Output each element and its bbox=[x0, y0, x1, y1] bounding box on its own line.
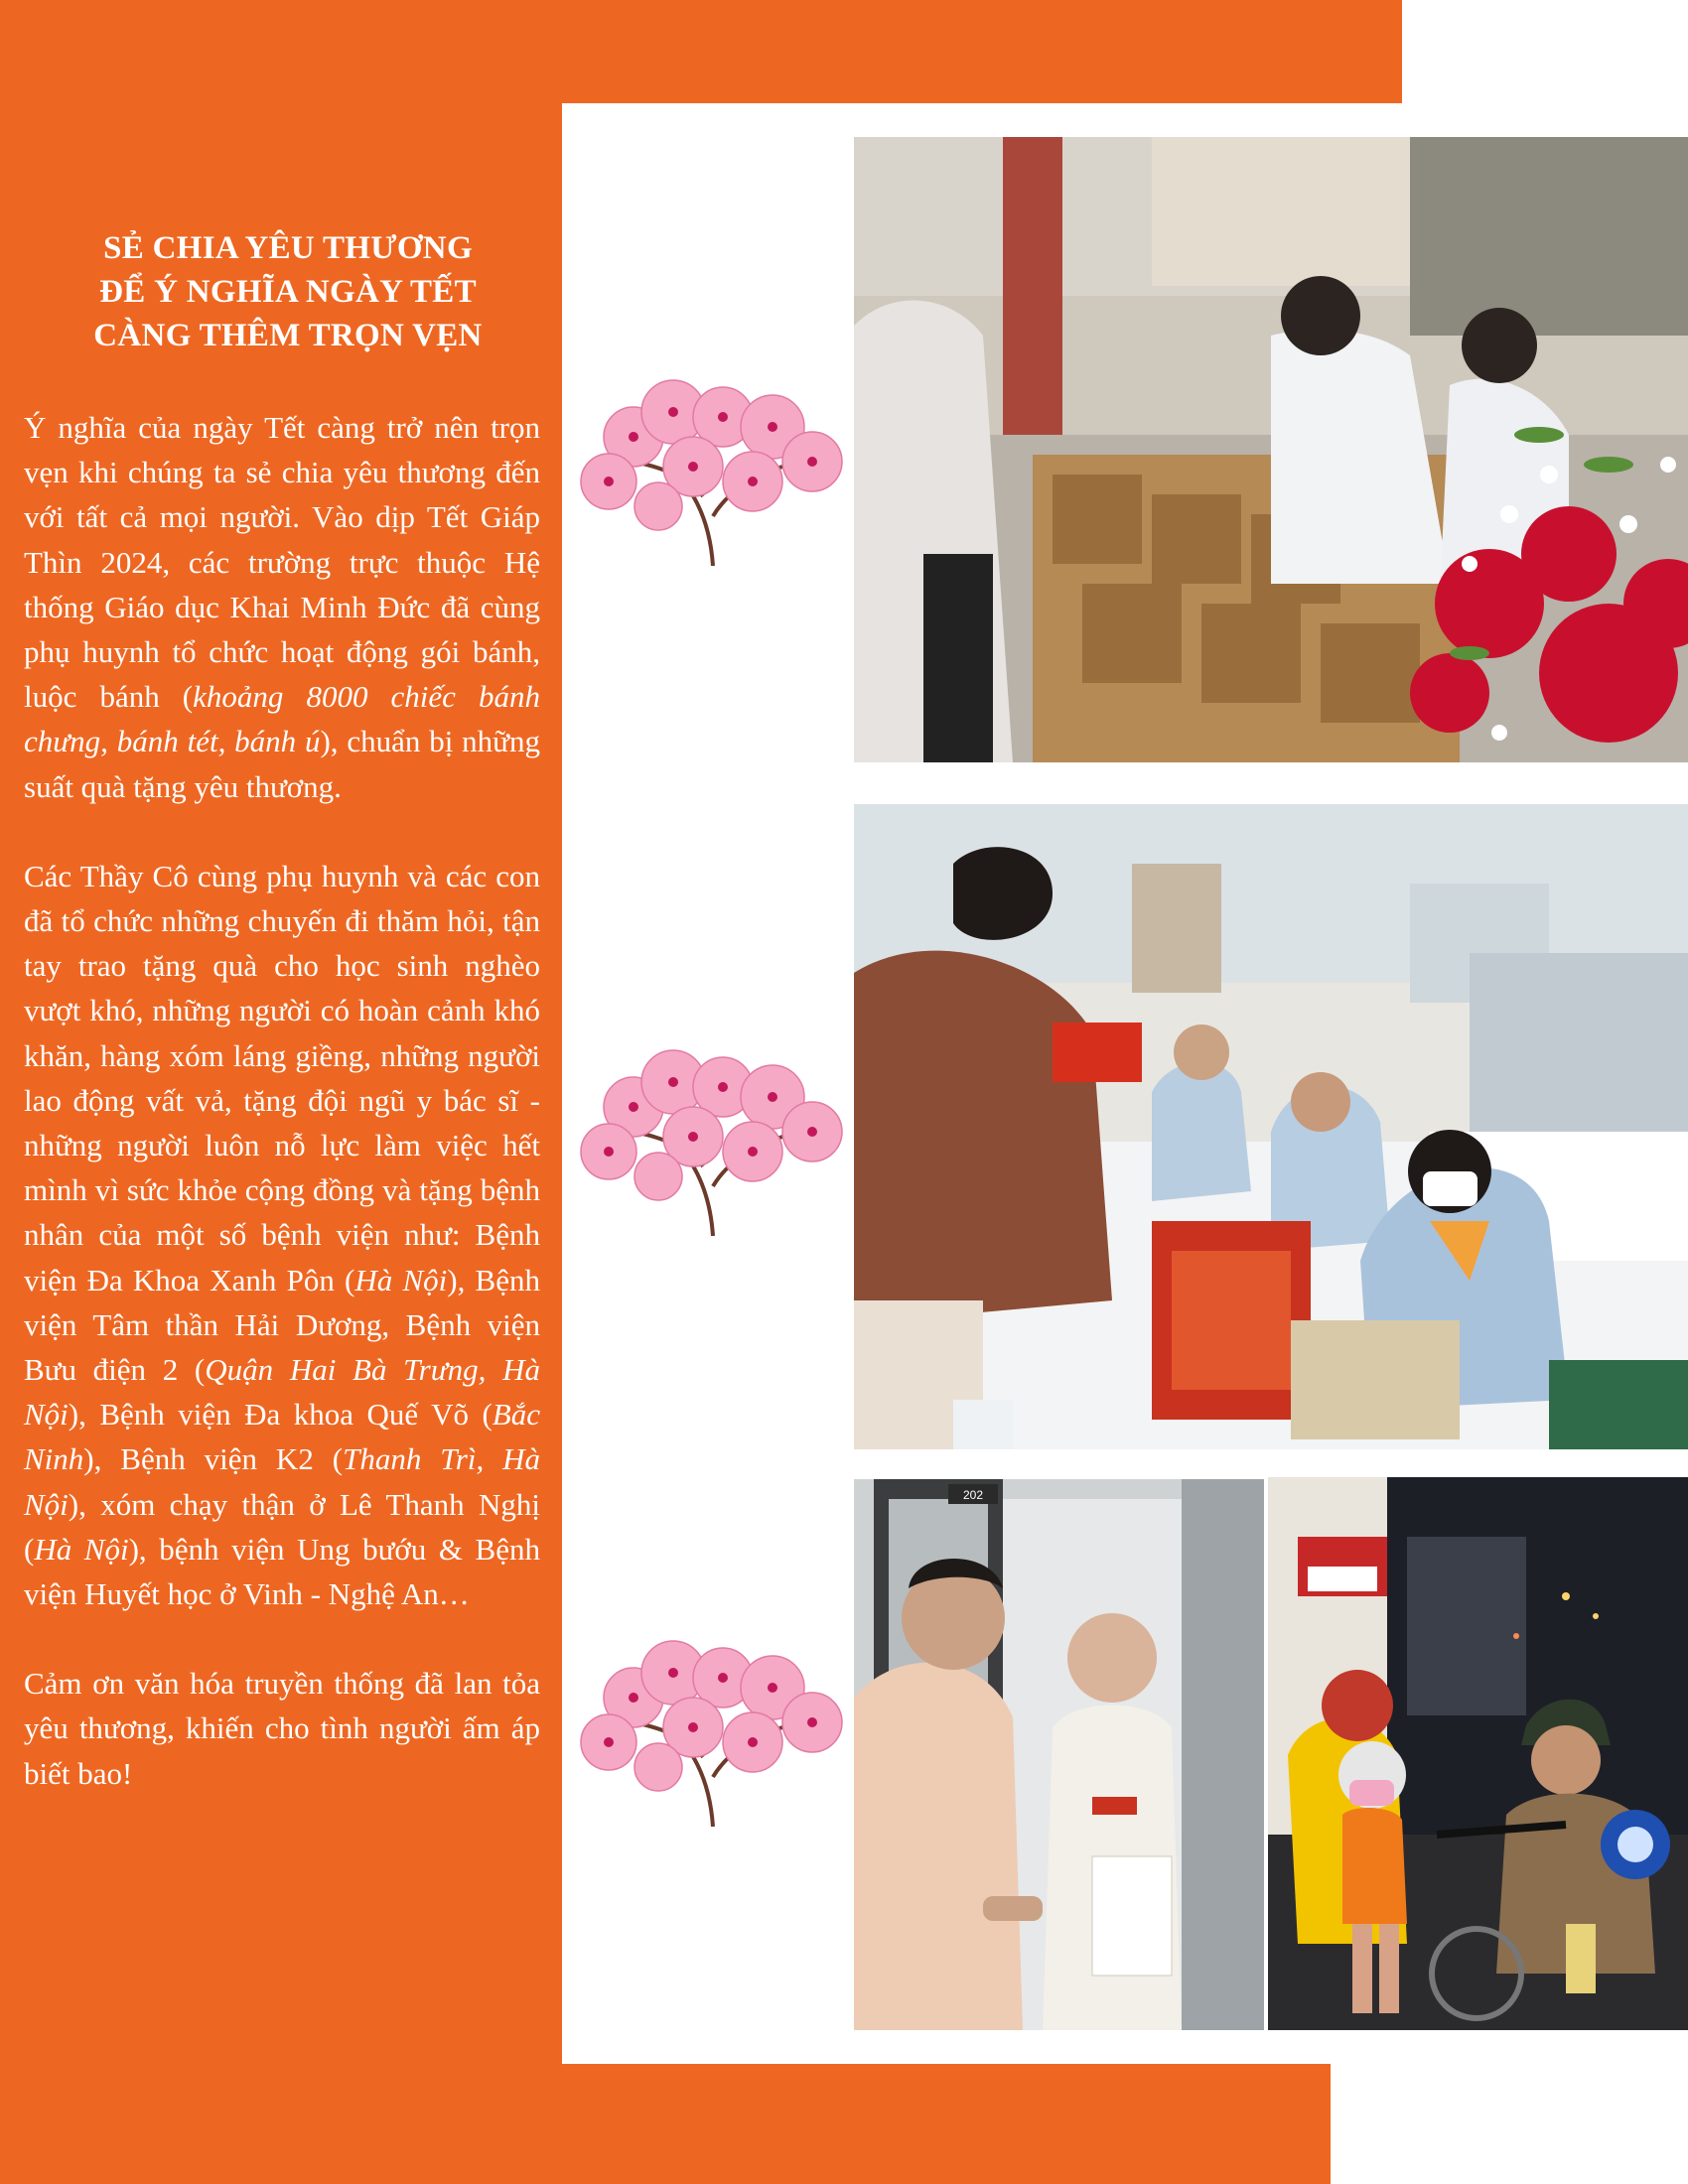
paragraph-2: Các Thầy Cô cùng phụ huynh và các con đã tổ chức những chuyến đi thăm hỏi, tận tay trao tặng quà cho học sinh nghèo vượt khó, những người có hoàn cảnh khó khăn, hàng xóm láng giềng, những người lao động vất vả, tặng đội ngũ y bác sĩ - những người luôn nỗ lực làm việc hết mình vì sức khỏe cộng đồng và tặng bệnh nhân của một số bệnh viện như: Bệnh viện Đa Khoa Xanh Pôn (Hà Nội), Bệnh viện Tâm thần Hải Dương, Bệnh viện Bưu điện 2 (Quận Hai Bà Trưng, Hà Nội), Bệnh viện Đa khoa Quế Võ (Bắc Ninh), Bệnh viện K2 (Thanh Trì, Hà Nội), xóm chạy thận ở Lê Thanh Nghị (Hà Nội), bệnh viện Ung bướu & Bệnh viện Huyết học ở Vinh - Nghệ An… bbox=[24, 858, 541, 1612]
page-title bbox=[20, 226, 556, 357]
photo-night-street-gift bbox=[1268, 1477, 1688, 2030]
photo-hospital-visit bbox=[854, 804, 1688, 1449]
title-line-1: SẺ CHIA YÊU THƯƠNG bbox=[103, 230, 473, 266]
room-number-label: 202 bbox=[962, 1488, 984, 1502]
cherry-blossom-icon bbox=[564, 1037, 852, 1236]
paragraph-3: Cảm ơn văn hóa truyền thống đã lan tỏa yêu thương, khiến cho tình người ấm áp biết bao! bbox=[24, 1666, 540, 1791]
article-body bbox=[24, 405, 540, 1796]
bottom-banner bbox=[0, 2064, 1331, 2184]
paragraph-1: Ý nghĩa của ngày Tết càng trở nên trọn vẹn khi chúng ta sẻ chia yêu thương đến với tất cả mọi người. Vào dịp Tết Giáp Thìn 2024, các trường trực thuộc Hệ thống Giáo dục Khai Minh Đức đã cùng phụ huynh tổ chức hoạt động gói bánh, luộc bánh (khoảng 8000 chiếc bánh chưng, bánh tét, bánh ú), chuẩn bị những suất quà tặng yêu thương. bbox=[24, 410, 540, 804]
title-line-2: ĐỂ Ý NGHĨA NGÀY TẾT bbox=[99, 274, 477, 310]
cherry-blossom-icon bbox=[564, 1628, 852, 1827]
top-banner bbox=[0, 0, 1402, 103]
photo-doorway-visit bbox=[854, 1479, 1264, 2030]
cherry-blossom-icon bbox=[564, 367, 852, 566]
photo-gift-packing bbox=[854, 137, 1688, 762]
title-line-3: CÀNG THÊM TRỌN VẸN bbox=[93, 318, 483, 353]
